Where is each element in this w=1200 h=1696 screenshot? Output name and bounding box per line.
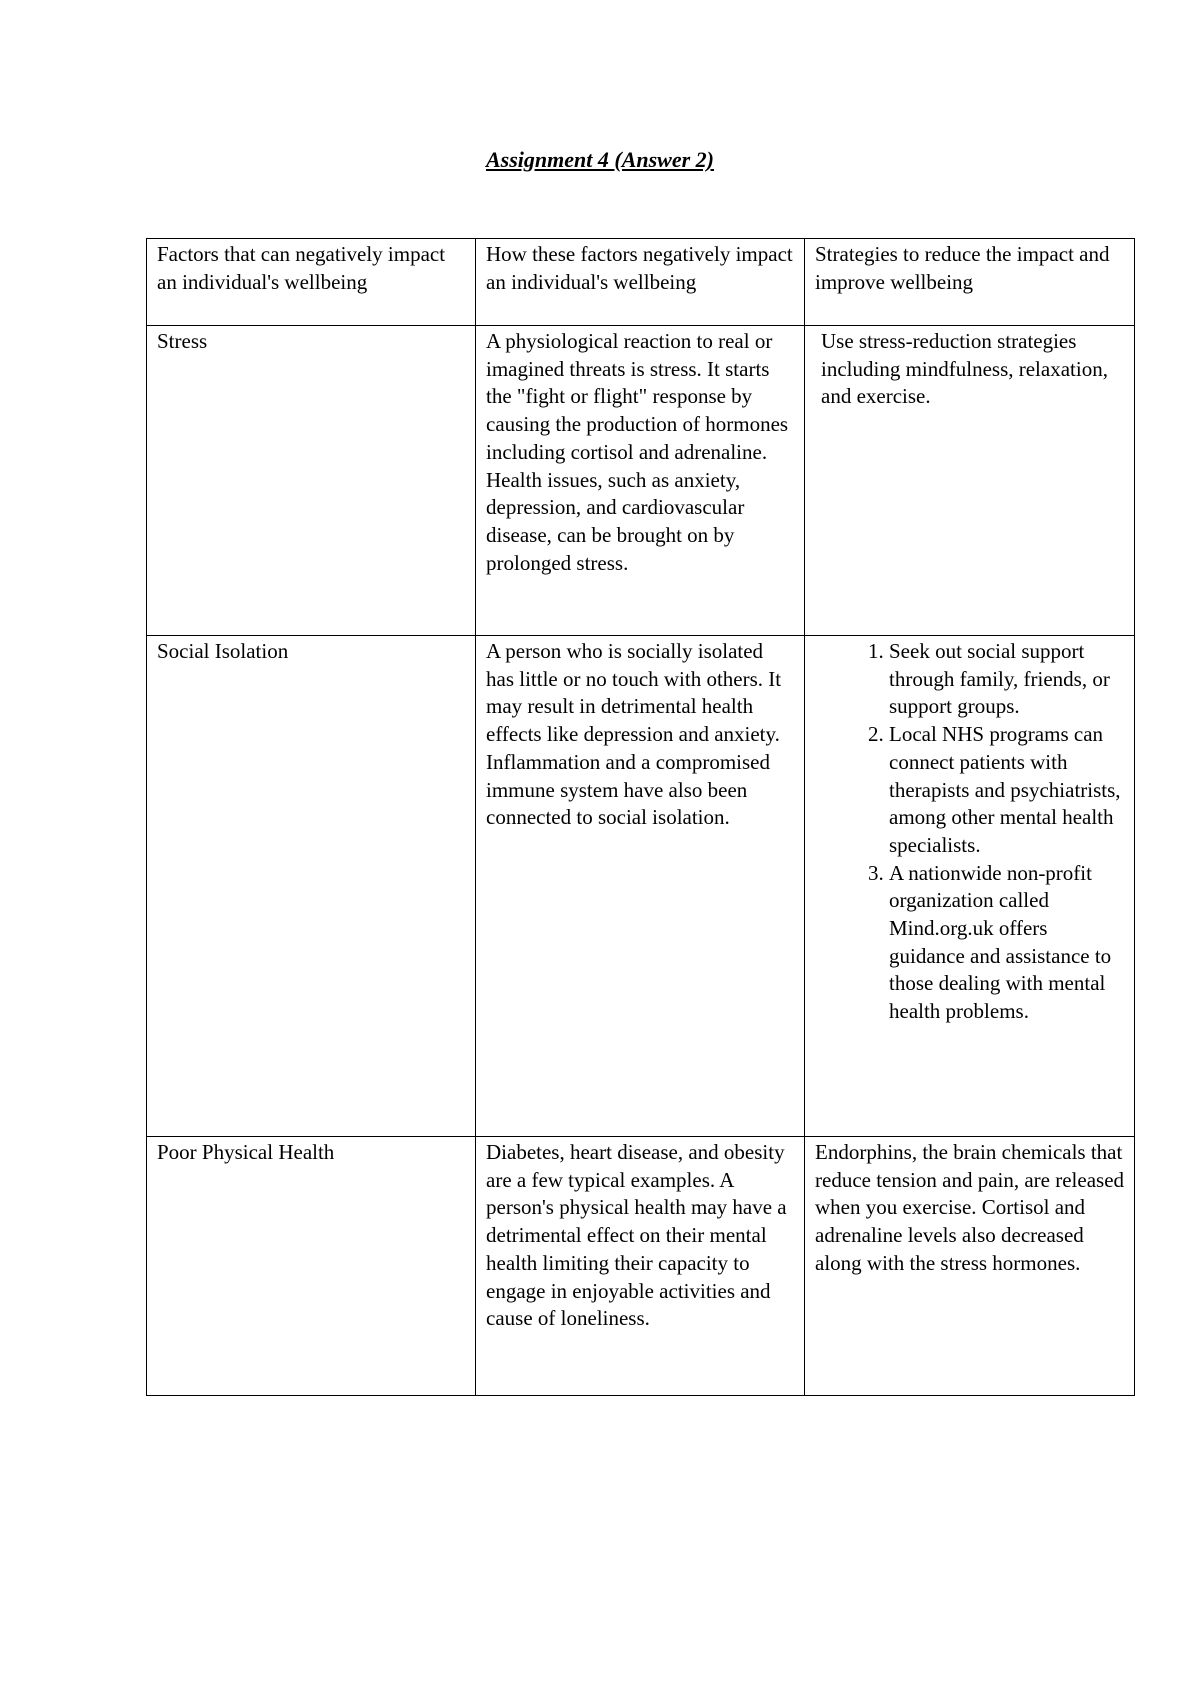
cell-impact-stress: A physiological reaction to real or imagined threats is stress. It starts the "fight or flight" response by causing the production of hormones including cortisol and adrenaline. Health issues, such as anxiety, depression, and cardiovascular disease, can be brought on by prolonged stress. — [476, 326, 805, 636]
cell-factor-poor-physical-health: Poor Physical Health — [147, 1137, 476, 1396]
table-row-poor-physical-health — [147, 1137, 1135, 1396]
strategy-list — [815, 638, 1126, 1026]
header-strategies: Strategies to reduce the impact and improve wellbeing — [805, 239, 1135, 326]
cell-strategy-poor-physical-health: Endorphins, the brain chemicals that reduce tension and pain, are released when you exercise. Cortisol and adrenaline levels also decreased along with the stress hormones. — [805, 1137, 1135, 1396]
cell-strategy-social-isolation — [805, 636, 1135, 1137]
cell-impact-social-isolation: A person who is socially isolated has little or no touch with others. It may result in detrimental health effects like depression and anxiety. Inflammation and a compromised immune system have also been connected to social isolation. — [476, 636, 805, 1137]
list-item: 3. A nationwide non-profit organization called Mind.org.uk offers guidance and assistance to those dealing with mental health problems. — [889, 860, 1126, 1026]
strategy-text-stress: Use stress-reduction strategies including mindfulness, relaxation, and exercise. — [821, 329, 1108, 409]
cell-factor-stress: Stress — [147, 326, 476, 636]
cell-impact-poor-physical-health: Diabetes, heart disease, and obesity are a few typical examples. A person's physical health may have a detrimental effect on their mental health limiting their capacity to engage in enjoyable activities and cause of loneliness. — [476, 1137, 805, 1396]
wellbeing-factors-table — [146, 238, 1135, 1396]
list-item: 1. Seek out social support through family, friends, or support groups. — [889, 638, 1126, 721]
table-row-social-isolation — [147, 636, 1135, 1137]
cell-strategy-stress — [805, 326, 1135, 636]
cell-factor-social-isolation: Social Isolation — [147, 636, 476, 1137]
table-header-row — [147, 239, 1135, 326]
document-title: Assignment 4 (Answer 2) — [486, 147, 714, 172]
header-factors: Factors that can negatively impact an individual's wellbeing — [147, 239, 476, 326]
list-item: 2. Local NHS programs can connect patients with therapists and psychiatrists, among other mental health specialists. — [889, 721, 1126, 860]
header-impact: How these factors negatively impact an individual's wellbeing — [476, 239, 805, 326]
table-row-stress — [147, 326, 1135, 636]
